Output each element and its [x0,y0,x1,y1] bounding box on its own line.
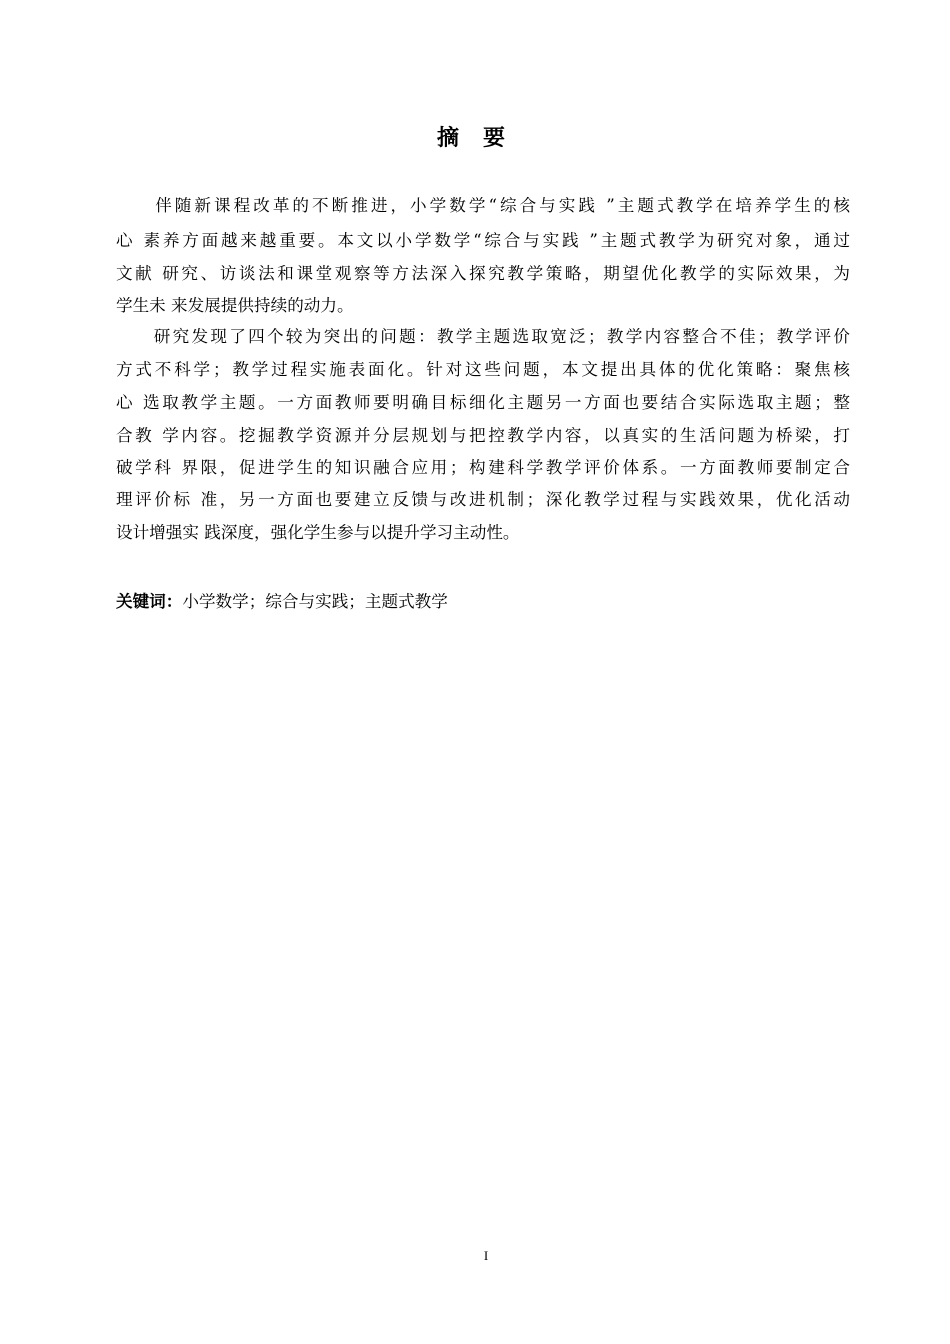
paragraph-line: 心 素养方面越来越重要。本文以小学数学“综合与实践 ”主题式教学为研究对象，通过 [116,231,850,250]
paragraph-line: 学生未 来发展提供持续的动力。 [116,296,354,315]
paragraph-line: 设计增强实 践深度，强化学生参与以提升学习主动性。 [116,523,520,542]
page-number: I [483,1248,489,1263]
paragraph-line: 研究发现了四个较为突出的问题：教学主题选取宽泛；教学内容整合不佳；教学评价 [116,327,850,346]
paragraph-line: 合教 学内容。挖掘教学资源并分层规划与把控教学内容，以真实的生活问题为桥梁，打 [116,426,850,445]
abstract-title: 摘要 [436,126,529,151]
paragraph-line: 文献 研究、访谈法和课堂观察等方法深入探究教学策略，期望优化教学的实际效果，为 [116,264,850,283]
keywords-value: 小学数学；综合与实践；主题式教学 [182,592,448,611]
keywords-label: 关键词： [116,592,183,611]
paragraph-line: 理评价标 准，另一方面也要建立反馈与改进机制；深化教学过程与实践效果，优化活动 [116,490,850,509]
paragraph-line: 方式不科学；教学过程实施表面化。针对这些问题，本文提出具体的优化策略：聚焦核 [116,360,850,379]
paragraph-line: 破学科 界限，促进学生的知识融合应用；构建科学教学评价体系。一方面教师要制定合 [116,458,850,477]
paragraph-line: 心 选取教学主题。一方面教师要明确目标细化主题另一方面也要结合实际选取主题；整 [116,393,850,412]
paragraph-line: 伴随新课程改革的不断推进，小学数学“综合与实践 ”主题式教学在培养学生的核 [116,196,850,215]
keywords [116,590,448,614]
